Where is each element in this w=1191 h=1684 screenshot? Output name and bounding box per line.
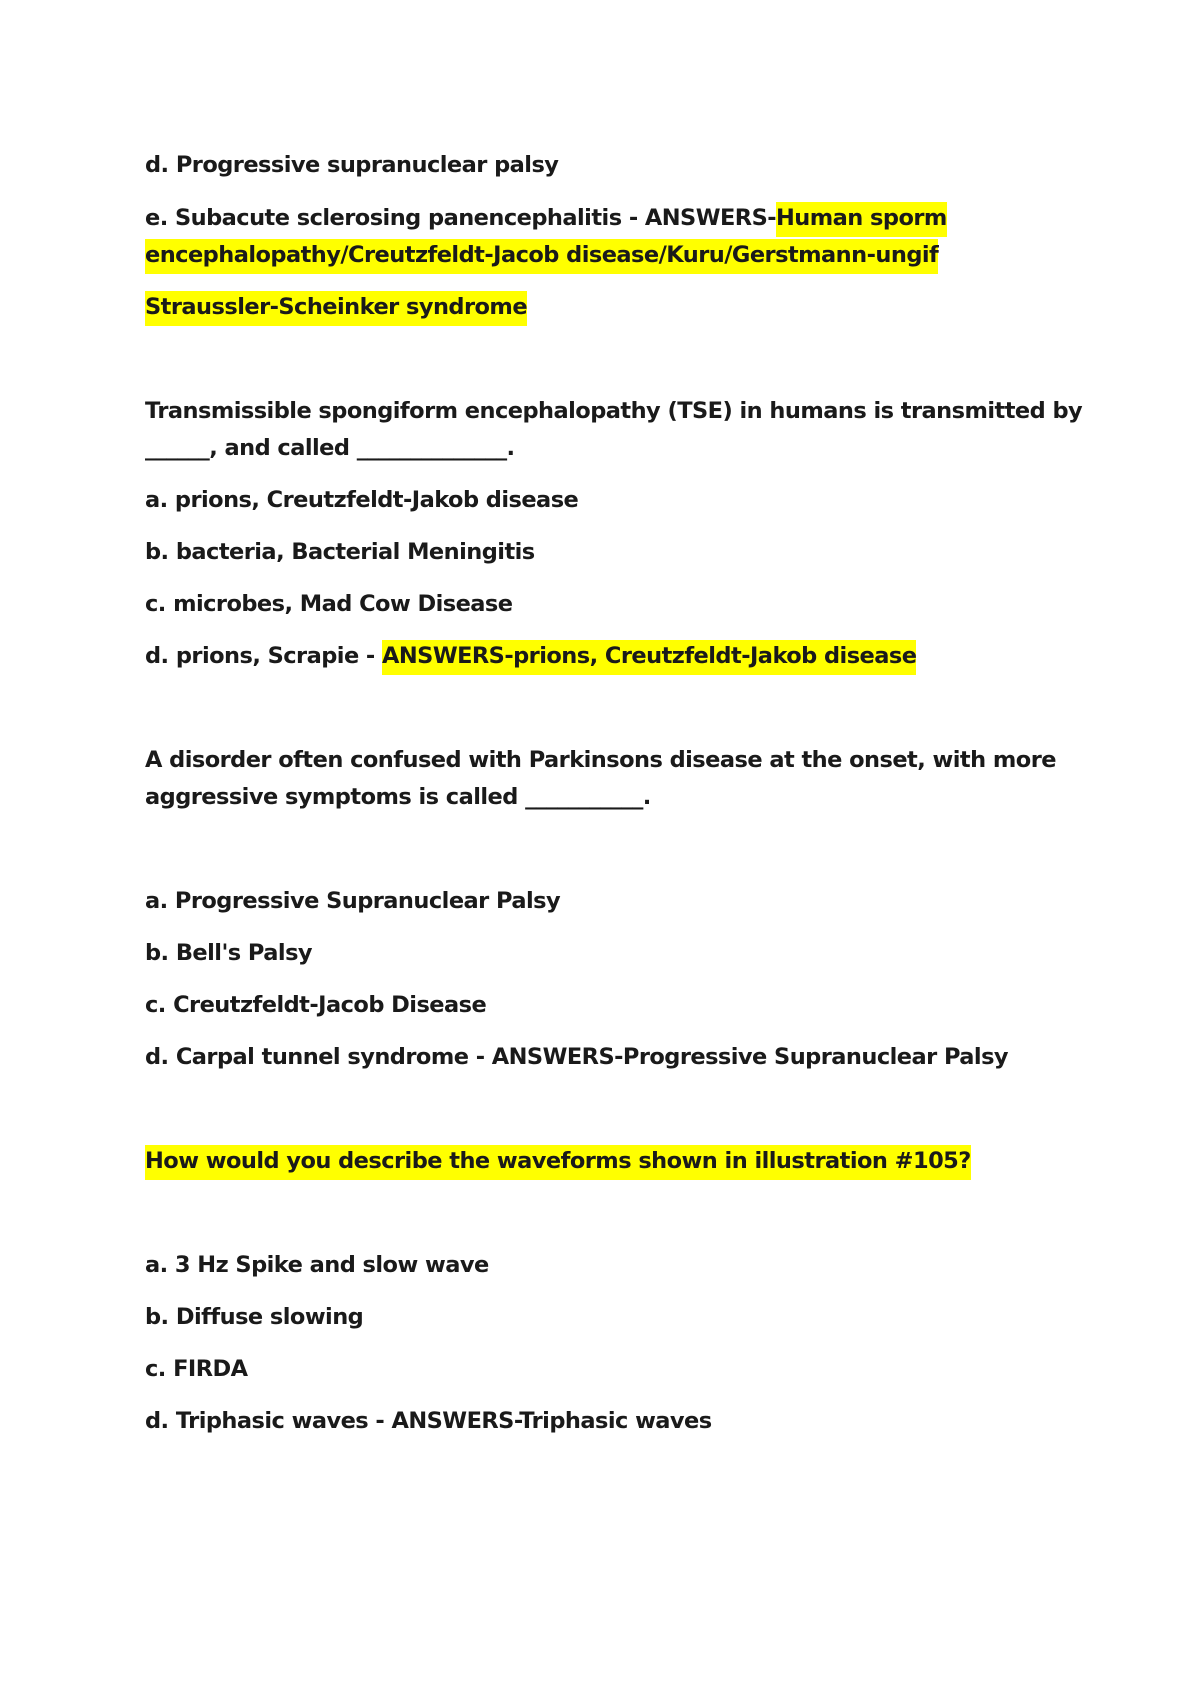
q2-option-a: a. prions, Creutzfeldt-Jakob disease bbox=[145, 487, 579, 513]
highlighted-answer-line3-row bbox=[145, 292, 527, 322]
question-waveforms-row bbox=[145, 1146, 971, 1176]
option-d-progressive-supranuclear-palsy: d. Progressive supranuclear palsy bbox=[145, 152, 559, 178]
question-parkinsons-line1: A disorder often confused with Parkinsons disease at the onset, with more bbox=[145, 747, 1056, 773]
option-e-text: e. Subacute sclerosing panencephalitis - ANSWERS- bbox=[145, 205, 777, 231]
option-e-line bbox=[145, 203, 947, 233]
q3-option-d: d. Carpal tunnel syndrome - ANSWERS-Progressive Supranuclear Palsy bbox=[145, 1044, 1009, 1070]
highlighted-answer-line2-row bbox=[145, 240, 938, 270]
q3-option-b: b. Bell's Palsy bbox=[145, 940, 313, 966]
q2-highlighted-answer: ANSWERS-prions, Creutzfeldt-Jakob disease bbox=[382, 640, 916, 675]
highlighted-answer-line3: Straussler-Scheinker syndrome bbox=[145, 291, 527, 326]
q2-option-d-row bbox=[145, 641, 916, 671]
q3-option-c: c. Creutzfeldt-Jacob Disease bbox=[145, 992, 487, 1018]
highlighted-answer-line2: encephalopathy/Creutzfeldt-Jacob disease/Kuru/Gerstmann-ungif bbox=[145, 239, 938, 274]
highlighted-answer-line1: Human sporm bbox=[776, 202, 947, 237]
question-tse-line2: ______, and called ______________. bbox=[145, 435, 515, 461]
q4-option-a: a. 3 Hz Spike and slow wave bbox=[145, 1252, 489, 1278]
question-tse-line1: Transmissible spongiform encephalopathy (TSE) in humans is transmitted by bbox=[145, 398, 1083, 424]
question-waveforms: How would you describe the waveforms shown in illustration #105? bbox=[145, 1145, 971, 1180]
question-parkinsons-line2: aggressive symptoms is called ___________. bbox=[145, 784, 651, 810]
q2-option-c: c. microbes, Mad Cow Disease bbox=[145, 591, 513, 617]
q3-option-a: a. Progressive Supranuclear Palsy bbox=[145, 888, 561, 914]
q4-option-d: d. Triphasic waves - ANSWERS-Triphasic waves bbox=[145, 1408, 712, 1434]
q2-option-d: d. prions, Scrapie - bbox=[145, 643, 383, 669]
q4-option-b: b. Diffuse slowing bbox=[145, 1304, 364, 1330]
q2-option-b: b. bacteria, Bacterial Meningitis bbox=[145, 539, 535, 565]
q4-option-c: c. FIRDA bbox=[145, 1356, 248, 1382]
